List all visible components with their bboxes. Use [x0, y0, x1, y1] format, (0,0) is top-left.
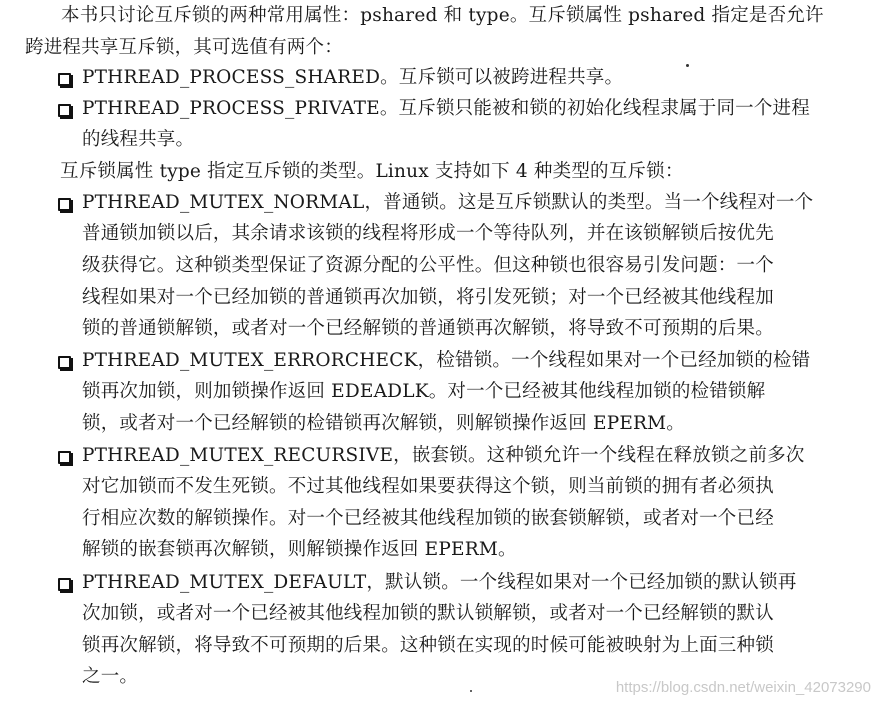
intro-line-1: 本书只讨论互斥锁的两种常用属性：pshared 和 type。互斥锁属性 pshared 指定是否允许 — [61, 5, 824, 26]
type-normal-line-4: 线程如果对一个已经加锁的普通锁再次加锁，将引发死锁；对一个已经被其他线程加 — [82, 287, 774, 308]
type-default-line-1: PTHREAD_MUTEX_DEFAULT，默认锁。一个线程如果对一个已经加锁的默认锁再 — [82, 572, 797, 593]
type-errorcheck-line-1: PTHREAD_MUTEX_ERRORCHECK，检错锁。一个线程如果对一个已经加锁的检错 — [82, 350, 811, 371]
type-recursive-line-2: 对它加锁而不发生死锁。不过其他线程如果要获得这个锁，则当前锁的拥有者必须执 — [82, 476, 774, 497]
type-default-line-2: 次加锁，或者对一个已经被其他线程加锁的默认锁解锁，或者对一个已经解锁的默认 — [82, 603, 774, 624]
type-normal-line-1: PTHREAD_MUTEX_NORMAL，普通锁。这是互斥锁默认的类型。当一个线程对一个 — [82, 192, 814, 213]
type-default-line-4: 之一。 — [82, 666, 139, 687]
speck-mark — [470, 690, 472, 692]
watermark-url: https://blog.csdn.net/weixin_42073290 — [615, 679, 871, 696]
type-recursive-line-3: 行相应次数的解锁操作。对一个已经被其他线程加锁的嵌套锁解锁，或者对一个已经 — [82, 508, 774, 529]
checkbox-bullet-icon — [58, 104, 71, 117]
pshared-private-line-2: 的线程共享。 — [82, 129, 195, 150]
type-recursive-line-1: PTHREAD_MUTEX_RECURSIVE，嵌套锁。这种锁允许一个线程在释放锁之前多次 — [82, 445, 805, 466]
speck-mark — [686, 64, 689, 67]
checkbox-bullet-icon — [58, 356, 71, 369]
type-normal-line-5: 锁的普通锁解锁，或者对一个已经解锁的普通锁再次解锁，将导致不可预期的后果。 — [82, 318, 774, 339]
checkbox-bullet-icon — [58, 73, 71, 86]
checkbox-bullet-icon — [58, 578, 71, 591]
type-errorcheck-line-2: 锁再次加锁，则加锁操作返回 EDEADLK。对一个已经被其他线程加锁的检错锁解 — [82, 381, 766, 402]
checkbox-bullet-icon — [58, 451, 71, 464]
type-default-line-3: 锁再次解锁，将导致不可预期的后果。这种锁在实现的时候可能被映射为上面三种锁 — [82, 635, 774, 656]
pshared-shared-line-1: PTHREAD_PROCESS_SHARED。互斥锁可以被跨进程共享。 — [82, 67, 624, 88]
type-intro-line: 互斥锁属性 type 指定互斥锁的类型。Linux 支持如下 4 种类型的互斥锁： — [60, 161, 684, 182]
type-errorcheck-line-3: 锁，或者对一个已经解锁的检错锁再次解锁，则解锁操作返回 EPERM。 — [82, 413, 686, 434]
type-normal-line-2: 普通锁加锁以后，其余请求该锁的线程将形成一个等待队列，并在该锁解锁后按优先 — [82, 223, 774, 244]
checkbox-bullet-icon — [58, 198, 71, 211]
intro-line-2: 跨进程共享互斥锁，其可选值有两个： — [25, 37, 343, 58]
type-normal-line-3: 级获得它。这种锁类型保证了资源分配的公平性。但这种锁也很容易引发问题：一个 — [82, 255, 774, 276]
type-recursive-line-4: 解锁的嵌套锁再次解锁，则解锁操作返回 EPERM。 — [82, 539, 517, 560]
pshared-private-line-1: PTHREAD_PROCESS_PRIVATE。互斥锁只能被和锁的初始化线程隶属于同一个进程 — [82, 98, 810, 119]
